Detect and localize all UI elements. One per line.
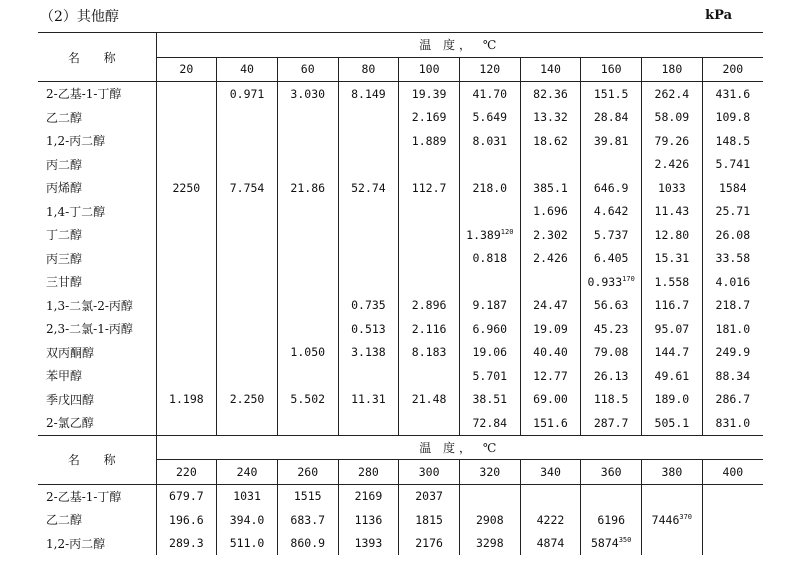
pressure-cell <box>702 508 763 532</box>
pressure-cell <box>581 484 642 508</box>
pressure-cell: 88.34 <box>702 364 763 388</box>
pressure-cell: 2.426 <box>642 153 703 177</box>
pressure-cell <box>277 364 338 388</box>
pressure-cell <box>277 153 338 177</box>
pressure-cell <box>338 270 399 294</box>
pressure-cell: 0.735 <box>338 294 399 318</box>
pressure-cell: 2.896 <box>399 294 460 318</box>
pressure-cell: 28.84 <box>581 106 642 130</box>
compound-name: 2,3-二氯-1-丙醇 <box>46 322 133 337</box>
pressure-cell: 12.77 <box>520 364 581 388</box>
compound-name: 1,2-丙二醇 <box>46 134 106 149</box>
compound-name: 1,3-二氯-2-丙醇 <box>46 298 133 313</box>
pressure-cell: 21.86 <box>277 176 338 200</box>
pressure-cell: 1136 <box>338 508 399 532</box>
pressure-cell: 151.5 <box>581 82 642 106</box>
compound-name: 苯甲醇 <box>46 369 83 384</box>
temperature-value: 320 <box>459 460 520 485</box>
pressure-cell <box>399 223 460 247</box>
pressure-cell: 189.0 <box>642 388 703 412</box>
pressure-cell: 41.70 <box>459 82 520 106</box>
unit-label: kPa <box>705 8 732 23</box>
pressure-cell: 151.6 <box>520 411 581 435</box>
pressure-cell <box>459 484 520 508</box>
pressure-cell: 116.7 <box>642 294 703 318</box>
pressure-cell <box>156 129 217 153</box>
pressure-cell: 5874$^{350}$ <box>581 532 642 556</box>
pressure-cell <box>217 223 278 247</box>
temperature-value: 300 <box>399 460 460 485</box>
pressure-cell: 1.050 <box>277 341 338 365</box>
temperature-header: 温 度， ℃ <box>156 435 763 460</box>
pressure-cell: 860.9 <box>277 532 338 556</box>
pressure-cell <box>399 200 460 224</box>
temperature-value: 400 <box>702 460 763 485</box>
pressure-cell: 5.737 <box>581 223 642 247</box>
pressure-cell <box>156 153 217 177</box>
pressure-cell: 58.09 <box>642 106 703 130</box>
pressure-cell <box>277 411 338 435</box>
pressure-cell: 40.40 <box>520 341 581 365</box>
pressure-cell: 1515 <box>277 484 338 508</box>
compound-name: 丙二醇 <box>46 157 83 172</box>
pressure-cell <box>399 411 460 435</box>
temperature-value: 260 <box>277 460 338 485</box>
pressure-cell: 24.47 <box>520 294 581 318</box>
pressure-cell: 385.1 <box>520 176 581 200</box>
table-row <box>38 129 763 153</box>
pressure-cell <box>338 200 399 224</box>
pressure-cell: 289.3 <box>156 532 217 556</box>
table-row <box>38 411 763 435</box>
pressure-cell <box>338 247 399 271</box>
pressure-cell: 3298 <box>459 532 520 556</box>
pressure-cell <box>399 364 460 388</box>
pressure-cell <box>277 247 338 271</box>
pressure-cell: 4.642 <box>581 200 642 224</box>
pressure-cell: 0.513 <box>338 317 399 341</box>
pressure-cell: 181.0 <box>702 317 763 341</box>
pressure-cell: 286.7 <box>702 388 763 412</box>
pressure-cell: 0.818 <box>459 247 520 271</box>
pressure-cell: 6.405 <box>581 247 642 271</box>
temperature-value: 220 <box>156 460 217 485</box>
pressure-cell <box>338 364 399 388</box>
compound-name: 乙二醇 <box>46 110 83 125</box>
table-row <box>38 508 763 532</box>
pressure-cell: 3.138 <box>338 341 399 365</box>
pressure-cell <box>702 532 763 556</box>
pressure-cell: 11.43 <box>642 200 703 224</box>
pressure-cell: 1.696 <box>520 200 581 224</box>
pressure-cell <box>277 200 338 224</box>
pressure-cell <box>156 364 217 388</box>
pressure-cell: 118.5 <box>581 388 642 412</box>
table-row <box>38 364 763 388</box>
pressure-cell: 1031 <box>217 484 278 508</box>
compound-name: 2-乙基-1-丁醇 <box>46 87 122 102</box>
pressure-cell <box>581 153 642 177</box>
pressure-cell: 1033 <box>642 176 703 200</box>
pressure-cell <box>217 317 278 341</box>
name-column-header: 名 称 <box>38 33 156 82</box>
pressure-cell <box>399 247 460 271</box>
pressure-cell <box>217 129 278 153</box>
pressure-cell: 287.7 <box>581 411 642 435</box>
vapor-pressure-table <box>38 32 763 555</box>
table-row <box>38 176 763 200</box>
pressure-cell <box>277 106 338 130</box>
compound-name: 乙二醇 <box>46 513 83 528</box>
temperature-value: 80 <box>338 57 399 82</box>
pressure-cell: 33.58 <box>702 247 763 271</box>
table-row <box>38 341 763 365</box>
temperature-value: 240 <box>217 460 278 485</box>
temperature-footnote: 120 <box>500 227 514 236</box>
pressure-cell <box>642 484 703 508</box>
compound-name: 2-乙基-1-丁醇 <box>46 489 122 504</box>
pressure-cell: 3.030 <box>277 82 338 106</box>
pressure-cell: 5.701 <box>459 364 520 388</box>
compound-name: 1,2-丙二醇 <box>46 536 106 551</box>
pressure-cell: 0.933$^{170}$ <box>581 270 642 294</box>
pressure-cell: 26.08 <box>702 223 763 247</box>
pressure-cell: 19.39 <box>399 82 460 106</box>
pressure-cell: 15.31 <box>642 247 703 271</box>
pressure-cell <box>399 270 460 294</box>
pressure-cell: 7446$^{370}$ <box>642 508 703 532</box>
pressure-cell: 218.7 <box>702 294 763 318</box>
pressure-cell <box>520 270 581 294</box>
pressure-cell: 39.81 <box>581 129 642 153</box>
pressure-cell <box>277 294 338 318</box>
pressure-cell: 82.36 <box>520 82 581 106</box>
compound-name: 丙烯醇 <box>46 181 83 196</box>
pressure-cell <box>156 411 217 435</box>
pressure-cell: 2908 <box>459 508 520 532</box>
pressure-cell: 38.51 <box>459 388 520 412</box>
pressure-cell <box>156 82 217 106</box>
pressure-cell: 52.74 <box>338 176 399 200</box>
table-row <box>38 106 763 130</box>
temperature-value: 20 <box>156 57 217 82</box>
temperature-value: 280 <box>338 460 399 485</box>
table-row <box>38 484 763 508</box>
table-row <box>38 532 763 556</box>
pressure-cell <box>156 106 217 130</box>
compound-name: 2-氯乙醇 <box>46 416 94 431</box>
pressure-cell: 5.741 <box>702 153 763 177</box>
pressure-cell: 6196 <box>581 508 642 532</box>
pressure-cell: 12.80 <box>642 223 703 247</box>
table-row <box>38 388 763 412</box>
temperature-value: 180 <box>642 57 703 82</box>
pressure-cell: 1.389$^{120}$ <box>459 223 520 247</box>
table-row <box>38 223 763 247</box>
temperature-value: 340 <box>520 460 581 485</box>
pressure-cell <box>277 317 338 341</box>
pressure-cell <box>459 270 520 294</box>
compound-name: 丙三醇 <box>46 251 83 266</box>
pressure-cell: 8.183 <box>399 341 460 365</box>
pressure-cell <box>217 247 278 271</box>
pressure-cell: 1815 <box>399 508 460 532</box>
pressure-cell: 0.971 <box>217 82 278 106</box>
table-row <box>38 247 763 271</box>
pressure-cell <box>217 294 278 318</box>
pressure-cell: 6.960 <box>459 317 520 341</box>
pressure-cell <box>217 364 278 388</box>
pressure-cell <box>156 247 217 271</box>
pressure-cell: 79.26 <box>642 129 703 153</box>
pressure-cell <box>338 153 399 177</box>
temperature-value: 200 <box>702 57 763 82</box>
pressure-cell: 262.4 <box>642 82 703 106</box>
table-row <box>38 82 763 106</box>
pressure-cell <box>217 411 278 435</box>
pressure-cell: 49.61 <box>642 364 703 388</box>
pressure-cell <box>156 294 217 318</box>
pressure-cell <box>338 129 399 153</box>
pressure-cell: 21.48 <box>399 388 460 412</box>
pressure-cell <box>459 200 520 224</box>
pressure-cell: 2037 <box>399 484 460 508</box>
table-row <box>38 200 763 224</box>
temperature-value: 120 <box>459 57 520 82</box>
pressure-cell <box>156 270 217 294</box>
pressure-cell: 1.198 <box>156 388 217 412</box>
temperature-header: 温 度， ℃ <box>156 33 763 58</box>
pressure-cell <box>217 200 278 224</box>
pressure-cell: 25.71 <box>702 200 763 224</box>
pressure-cell: 2.116 <box>399 317 460 341</box>
pressure-cell: 1584 <box>702 176 763 200</box>
temperature-value: 160 <box>581 57 642 82</box>
pressure-cell <box>217 270 278 294</box>
pressure-cell <box>399 153 460 177</box>
pressure-cell: 2.169 <box>399 106 460 130</box>
compound-name: 双丙酮醇 <box>46 345 95 360</box>
temperature-footnote: 350 <box>618 536 632 545</box>
section1-header-row <box>38 33 763 58</box>
pressure-cell <box>156 341 217 365</box>
pressure-cell: 148.5 <box>702 129 763 153</box>
temperature-value: 140 <box>520 57 581 82</box>
pressure-cell: 2176 <box>399 532 460 556</box>
pressure-cell <box>642 532 703 556</box>
pressure-cell: 683.7 <box>277 508 338 532</box>
pressure-cell: 18.62 <box>520 129 581 153</box>
pressure-cell: 11.31 <box>338 388 399 412</box>
pressure-cell: 196.6 <box>156 508 217 532</box>
pressure-cell <box>217 341 278 365</box>
pressure-cell: 2169 <box>338 484 399 508</box>
pressure-cell <box>520 484 581 508</box>
pressure-cell: 5.502 <box>277 388 338 412</box>
compound-name: 三甘醇 <box>46 275 83 290</box>
name-column-header: 名 称 <box>38 435 156 484</box>
pressure-cell: 2.250 <box>217 388 278 412</box>
pressure-cell: 72.84 <box>459 411 520 435</box>
temperature-value: 40 <box>217 57 278 82</box>
pressure-cell: 144.7 <box>642 341 703 365</box>
pressure-cell: 8.149 <box>338 82 399 106</box>
pressure-cell: 505.1 <box>642 411 703 435</box>
pressure-cell: 69.00 <box>520 388 581 412</box>
pressure-cell <box>338 106 399 130</box>
pressure-cell: 109.8 <box>702 106 763 130</box>
pressure-cell: 9.187 <box>459 294 520 318</box>
pressure-cell <box>338 411 399 435</box>
pressure-cell: 19.06 <box>459 341 520 365</box>
pressure-cell <box>156 200 217 224</box>
section-heading: （2）其他醇 <box>40 9 119 25</box>
temperature-value: 380 <box>642 460 703 485</box>
compound-name: 丁二醇 <box>46 228 83 243</box>
pressure-cell <box>217 153 278 177</box>
pressure-cell: 511.0 <box>217 532 278 556</box>
pressure-cell: 13.32 <box>520 106 581 130</box>
pressure-cell: 646.9 <box>581 176 642 200</box>
temperature-value: 360 <box>581 460 642 485</box>
pressure-cell: 112.7 <box>399 176 460 200</box>
pressure-cell <box>520 153 581 177</box>
compound-name: 季戊四醇 <box>46 392 95 407</box>
pressure-cell: 1393 <box>338 532 399 556</box>
pressure-cell: 4874 <box>520 532 581 556</box>
pressure-cell <box>277 129 338 153</box>
pressure-cell <box>156 317 217 341</box>
table-row <box>38 270 763 294</box>
table-row <box>38 153 763 177</box>
pressure-cell: 45.23 <box>581 317 642 341</box>
pressure-cell: 4222 <box>520 508 581 532</box>
pressure-cell: 2.426 <box>520 247 581 271</box>
table-row <box>38 317 763 341</box>
temperature-footnote: 170 <box>622 274 635 283</box>
pressure-cell: 95.07 <box>642 317 703 341</box>
pressure-cell: 2.302 <box>520 223 581 247</box>
pressure-cell: 19.09 <box>520 317 581 341</box>
pressure-cell <box>156 223 217 247</box>
pressure-cell: 218.0 <box>459 176 520 200</box>
pressure-cell: 249.9 <box>702 341 763 365</box>
pressure-cell: 1.889 <box>399 129 460 153</box>
section2-header-row <box>38 435 763 460</box>
pressure-cell: 5.649 <box>459 106 520 130</box>
pressure-cell: 394.0 <box>217 508 278 532</box>
pressure-cell <box>459 153 520 177</box>
pressure-cell <box>217 106 278 130</box>
pressure-cell: 79.08 <box>581 341 642 365</box>
pressure-cell: 7.754 <box>217 176 278 200</box>
pressure-cell <box>277 270 338 294</box>
pressure-cell: 56.63 <box>581 294 642 318</box>
pressure-cell <box>338 223 399 247</box>
pressure-cell: 8.031 <box>459 129 520 153</box>
pressure-cell: 2250 <box>156 176 217 200</box>
temperature-value: 60 <box>277 57 338 82</box>
pressure-cell <box>277 223 338 247</box>
pressure-cell: 431.6 <box>702 82 763 106</box>
pressure-cell: 4.016 <box>702 270 763 294</box>
pressure-cell: 679.7 <box>156 484 217 508</box>
compound-name: 1,4-丁二醇 <box>46 204 106 219</box>
temperature-value: 100 <box>399 57 460 82</box>
pressure-cell: 26.13 <box>581 364 642 388</box>
pressure-cell: 831.0 <box>702 411 763 435</box>
temperature-footnote: 370 <box>679 512 693 521</box>
table-row <box>38 294 763 318</box>
pressure-cell <box>702 484 763 508</box>
pressure-cell: 1.558 <box>642 270 703 294</box>
